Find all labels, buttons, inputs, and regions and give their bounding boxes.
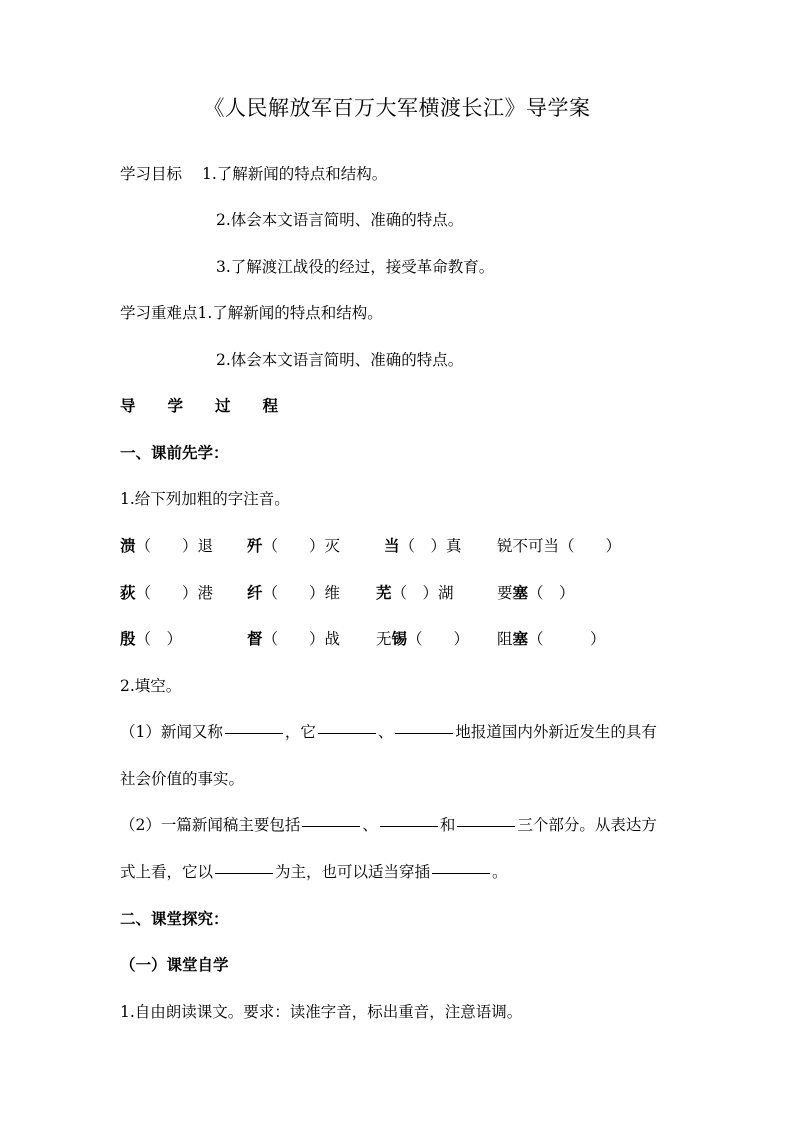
key-point-item: 1.了解新闻的特点和结构。 — [197, 304, 383, 322]
question-2: 2.填空。 — [120, 677, 182, 695]
phonetic-item: 殷（ ） — [120, 629, 183, 648]
key-points-label: 学习重难点 — [120, 304, 198, 322]
fill-blank-2-cont: 式上看，它以 为主，也可以适当穿插 。 — [120, 863, 508, 881]
page-title: 《人民解放军百万大军横渡长江》导学案 — [203, 96, 591, 120]
process-heading: 导 学 过 程 — [120, 396, 279, 415]
blank-line[interactable] — [302, 825, 360, 827]
question-1: 1.给下列加粗的字注音。 — [120, 490, 290, 508]
phonetic-item: 无锡（ ） — [376, 629, 470, 648]
fill-blank-2: （2）一篇新闻稿主要包括 、 和 三个部分。从表达方 — [120, 816, 657, 834]
blank-line[interactable] — [215, 872, 273, 874]
fill-blank-1-cont: 社会价值的事实。 — [120, 770, 245, 788]
phonetic-item: 荻（ ）港 — [120, 583, 214, 602]
blank-line[interactable] — [225, 732, 283, 734]
section-1-heading: 一、课前先学： — [120, 443, 229, 462]
question-1: 1.自由朗读课文。要求：读准字音，标出重音，注意语调。 — [120, 1003, 523, 1021]
objectives-label: 学习目标 — [120, 165, 183, 183]
phonetic-item: 锐不可当（ ） — [497, 537, 622, 555]
blank-line[interactable] — [432, 872, 490, 874]
phonetic-item: 溃（ ）退 — [120, 536, 214, 555]
phonetic-item: 芜（ ）湖 — [376, 583, 454, 602]
blank-line[interactable] — [318, 732, 376, 734]
objective-item: 1.了解新闻的特点和结构。 — [202, 165, 388, 183]
key-points-row-1 — [120, 301, 383, 323]
phonetic-item: 阻塞（ ） — [497, 629, 606, 648]
objective-item: 2.体会本文语言简明、准确的特点。 — [216, 211, 464, 229]
phonetic-item: 督（ ）战 — [247, 629, 341, 648]
objective-item: 3.了解渡江战役的经过，接受革命教育。 — [216, 258, 495, 276]
key-point-item: 2.体会本文语言简明、准确的特点。 — [216, 351, 464, 369]
objectives-row-1 — [120, 162, 387, 184]
subsection-heading: （一）课堂自学 — [120, 955, 229, 974]
section-2-heading: 二、课堂探究： — [120, 909, 229, 928]
blank-line[interactable] — [380, 825, 438, 827]
phonetic-item: 当（ ）真 — [384, 536, 462, 555]
blank-line[interactable] — [395, 732, 453, 734]
phonetic-item: 要塞（ ） — [497, 583, 575, 602]
phonetic-item: 歼（ ）灭 — [247, 536, 341, 555]
fill-blank-1: （1）新闻又称 ，它 、 地报道国内外新近发生的具有 — [120, 723, 657, 741]
blank-line[interactable] — [457, 825, 515, 827]
phonetic-item: 纤（ ）维 — [247, 583, 341, 602]
